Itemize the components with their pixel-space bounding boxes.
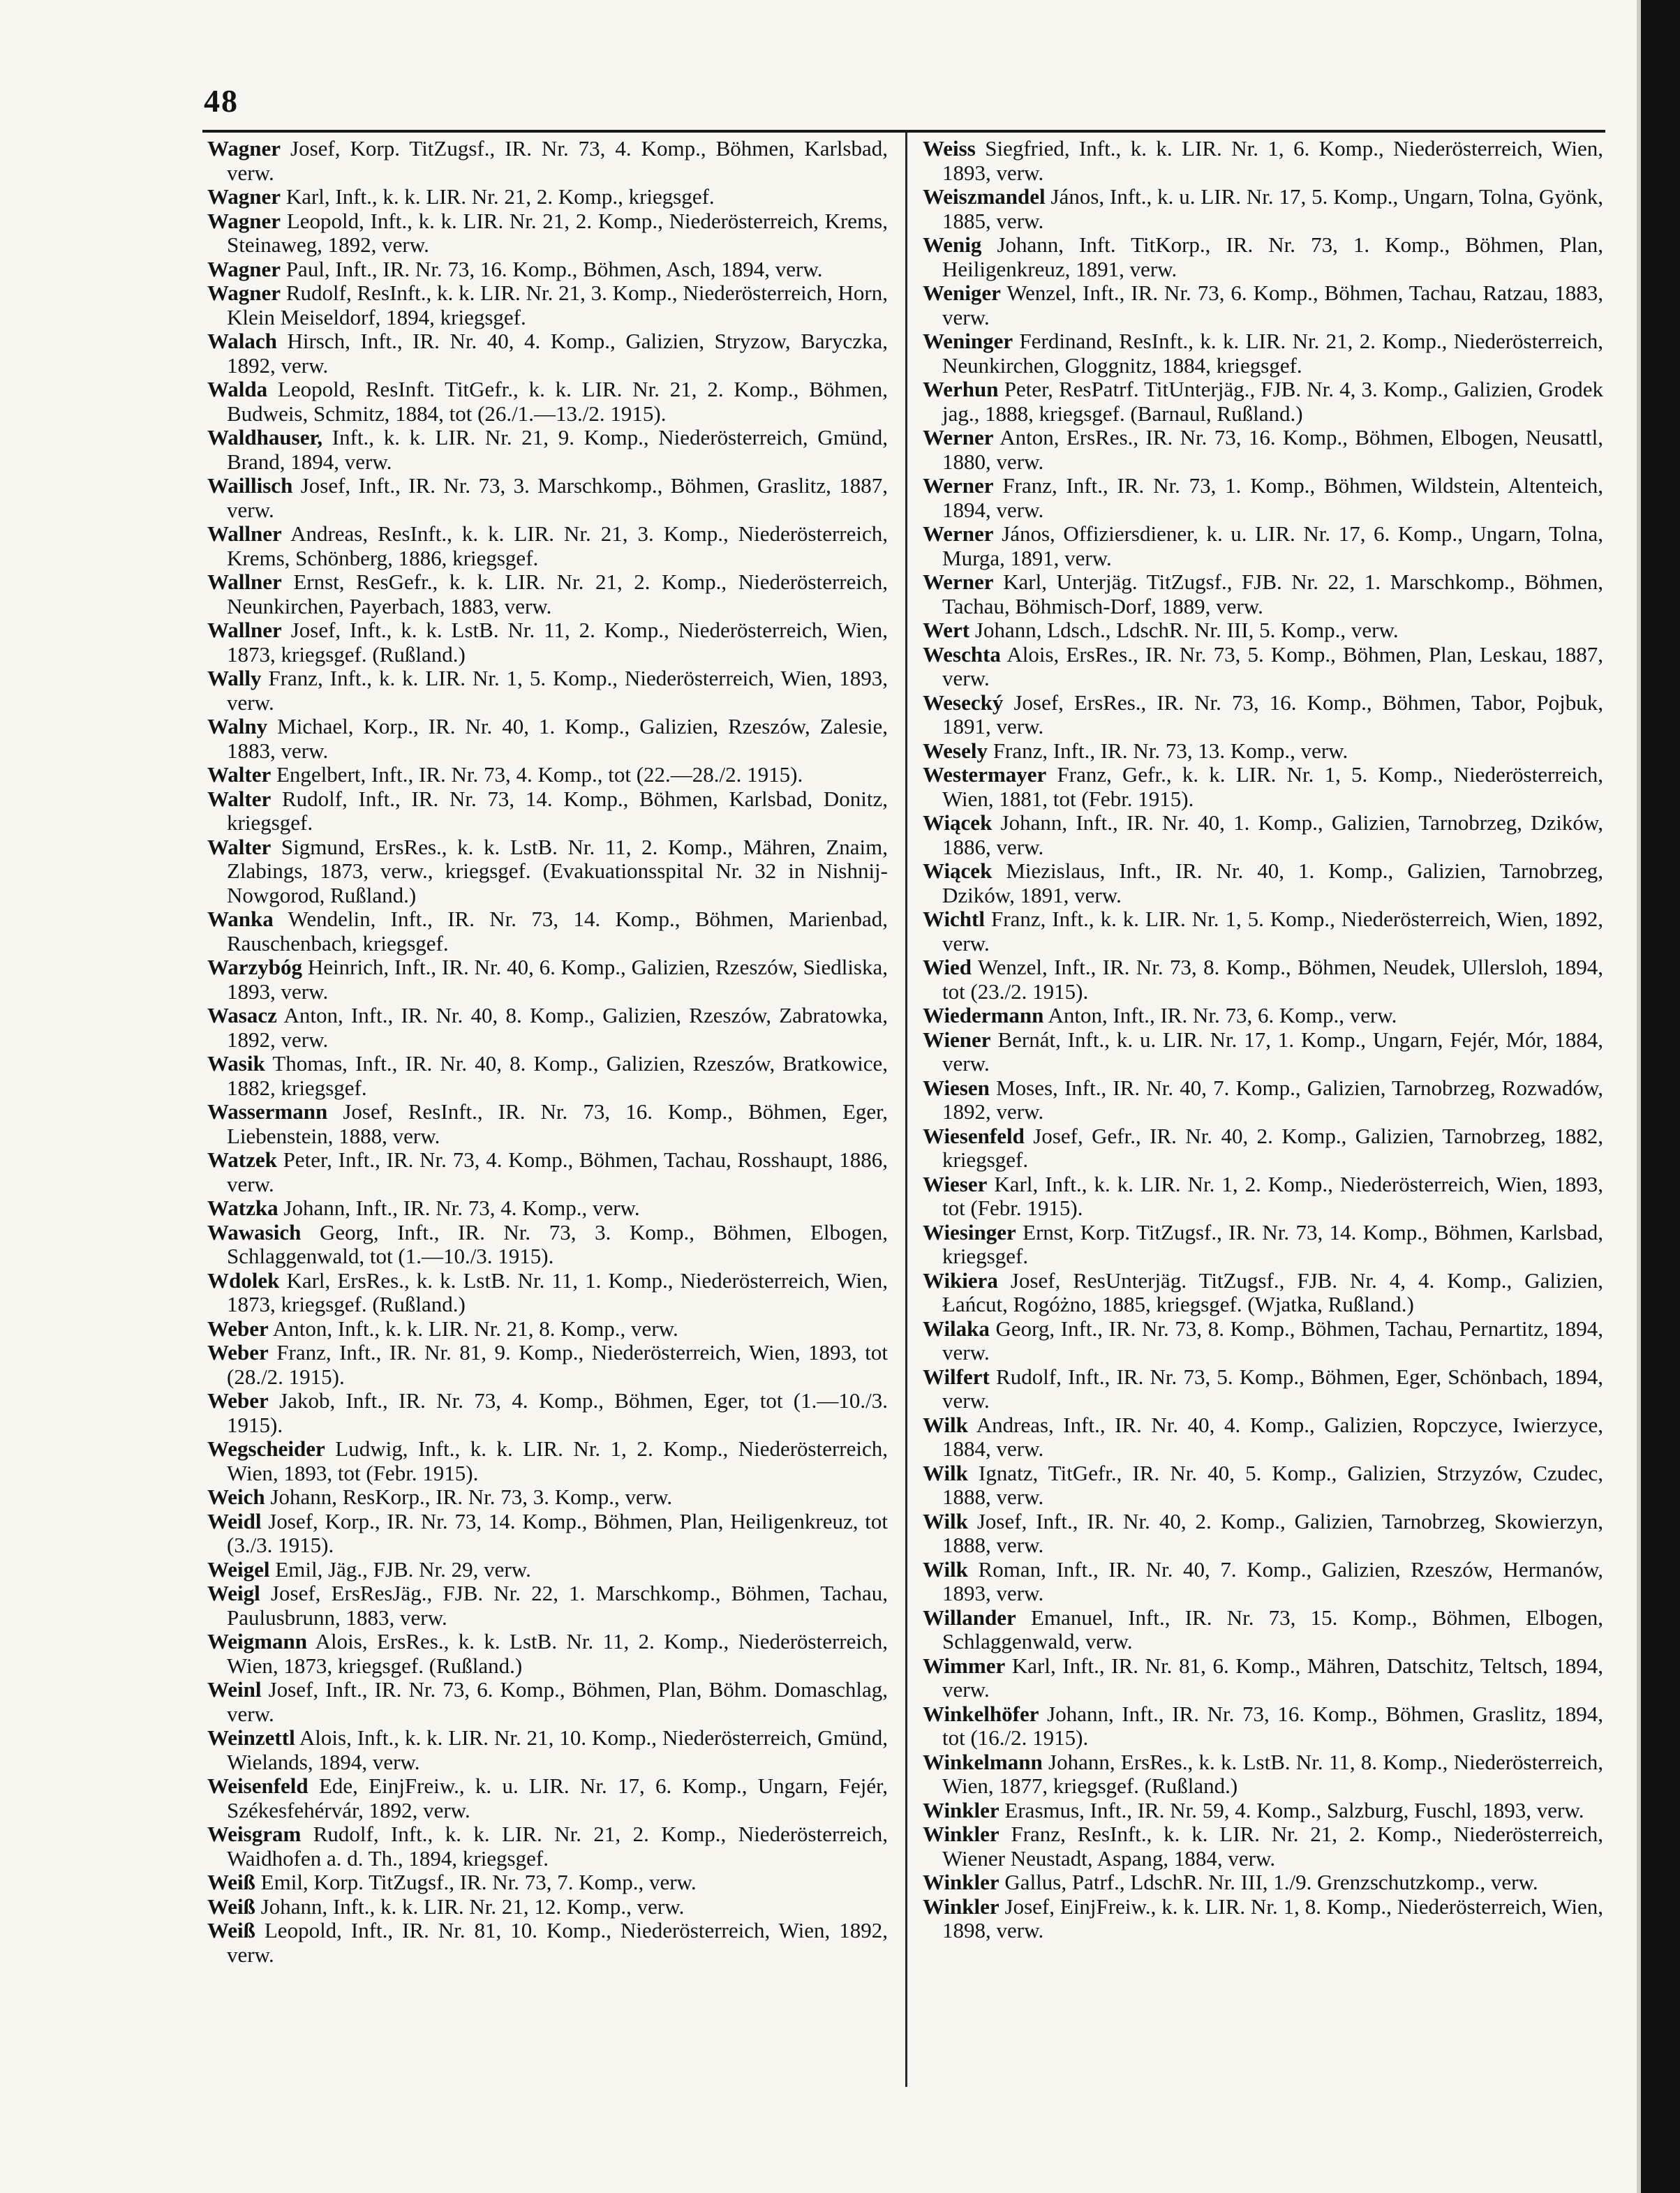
entry-surname: Winkler (923, 1822, 999, 1846)
entry-surname: Weisenfeld (207, 1774, 309, 1798)
entry-surname: Weigl (207, 1581, 260, 1605)
entry-surname: Wikiera (923, 1268, 998, 1293)
entry-details: Michael, Korp., IR. Nr. 40, 1. Komp., Galizien, Rzeszów, Zalesie, 1883, verw. (227, 714, 888, 763)
roster-entry (207, 258, 888, 282)
entry-details: Josef, Inft., IR. Nr. 73, 6. Komp., Böhmen, Plan, Böhm. Domaschlag, verw. (227, 1677, 888, 1726)
roster-entry (923, 1221, 1603, 1269)
entry-surname: Wichtl (923, 907, 985, 931)
entry-details: Thomas, Inft., IR. Nr. 40, 8. Komp., Galizien, Rzeszów, Bratkowice, 1882, kriegsgef. (227, 1051, 888, 1100)
roster-entry (207, 1871, 888, 1895)
roster-entry (207, 1822, 888, 1871)
entry-surname: Walda (207, 377, 268, 401)
entry-details: Alois, ErsRes., k. k. LstB. Nr. 11, 2. Komp., Niederösterreich, Wien, 1873, kriegsgef. (Rußland.) (227, 1629, 888, 1678)
entry-surname: Wanka (207, 907, 274, 931)
roster-entry (207, 1052, 888, 1100)
scan-border (1641, 0, 1680, 2193)
entry-surname: Wally (207, 666, 262, 690)
entry-details: Ludwig, Inft., k. k. LIR. Nr. 1, 2. Komp., Niederösterreich, Wien, 1893, tot (Febr. 1915). (227, 1436, 889, 1485)
roster-entry (923, 1822, 1603, 1871)
roster-entry (923, 1124, 1603, 1173)
entry-details: Franz, Gefr., k. k. LIR. Nr. 1, 5. Komp., Niederösterreich, Wien, 1881, tot (Febr. 1915). (942, 762, 1603, 811)
entry-details: Alois, ErsRes., IR. Nr. 73, 5. Komp., Böhmen, Plan, Leskau, 1887, verw. (942, 641, 1603, 690)
roster-entry (923, 378, 1603, 426)
entry-details: Johann, Inft., IR. Nr. 73, 16. Komp., Böhmen, Graslitz, 1894, tot (16./2. 1915). (942, 1701, 1603, 1750)
roster-entry (207, 281, 888, 329)
roster-entry (923, 1702, 1603, 1750)
roster-entry (207, 209, 888, 258)
entry-details: Ede, EinjFreiw., k. u. LIR. Nr. 17, 6. Komp., Ungarn, Fejér, Székesfehérvár, 1892, verw. (227, 1774, 888, 1822)
entry-details: Franz, ResInft., k. k. LIR. Nr. 21, 2. Komp., Niederösterreich, Wiener Neustadt, Aspang, 1884, verw. (942, 1822, 1604, 1871)
roster-entry (923, 1654, 1603, 1702)
entry-details: Andreas, Inft., IR. Nr. 40, 4. Komp., Galizien, Ropczyce, Iwierzyce, 1884, verw. (942, 1412, 1603, 1461)
roster-entry (923, 1004, 1603, 1028)
entry-surname: Weiszmandel (923, 184, 1046, 209)
roster-entry (923, 1558, 1603, 1606)
entry-surname: Wiedermann (923, 1003, 1044, 1027)
entry-details: Karl, ErsRes., k. k. LstB. Nr. 11, 1. Komp., Niederösterreich, Wien, 1873, kriegsgef. (Rußland.) (227, 1268, 889, 1316)
entry-details: Rudolf, Inft., IR. Nr. 73, 14. Komp., Böhmen, Karlsbad, Donitz, kriegsgef. (227, 786, 889, 835)
entry-surname: Wilk (923, 1412, 968, 1437)
roster-entry (923, 907, 1603, 956)
entry-surname: Weidl (207, 1508, 262, 1533)
entry-details: Leopold, Inft., IR. Nr. 81, 10. Komp., Niederösterreich, Wien, 1892, verw. (227, 1918, 889, 1967)
roster-entry (923, 185, 1603, 233)
entry-surname: Wert (923, 618, 970, 642)
entry-surname: Wiesinger (923, 1219, 1016, 1244)
entry-details: Inft., k. k. LIR. Nr. 21, 9. Komp., Niederösterreich, Gmünd, Brand, 1894, verw. (227, 425, 888, 474)
entry-details: Emil, Jäg., FJB. Nr. 29, verw. (275, 1556, 531, 1582)
entry-surname: Werner (923, 521, 994, 546)
roster-entry (207, 763, 888, 787)
roster-entry (923, 1799, 1603, 1823)
entry-surname: Wagner (207, 281, 281, 305)
page-number: 48 (204, 83, 239, 119)
roster-entry (207, 715, 888, 763)
roster-entry (923, 1269, 1603, 1317)
roster-entry (923, 739, 1603, 764)
roster-entry (923, 956, 1603, 1004)
roster-entry (923, 570, 1603, 618)
entry-details: Alois, Inft., k. k. LIR. Nr. 21, 10. Komp., Niederösterreich, Gmünd, Wielands, 1894, verw. (227, 1725, 888, 1774)
roster-entry (207, 1630, 888, 1678)
entry-surname: Wiener (923, 1027, 991, 1052)
roster-entry (207, 1895, 888, 1919)
roster-entry (207, 1004, 888, 1052)
entry-details: Ernst, Korp. TitZugsf., IR. Nr. 73, 14. Komp., Böhmen, Karlsbad, kriegsgef. (942, 1219, 1604, 1268)
entry-details: Jakob, Inft., IR. Nr. 73, 4. Komp., Böhmen, Eger, tot (1.—10./3. 1915). (227, 1388, 888, 1437)
entry-details: Johann, ResKorp., IR. Nr. 73, 3. Komp., verw. (270, 1485, 673, 1509)
entry-surname: Walach (207, 329, 277, 353)
entry-surname: Wassermann (207, 1099, 328, 1124)
entry-surname: Walny (207, 714, 268, 738)
entry-surname: Wiącek (923, 858, 993, 883)
entry-surname: Walter (207, 762, 272, 787)
entry-surname: Weber (207, 1340, 269, 1365)
entry-surname: Weinzettl (207, 1725, 295, 1750)
roster-entry (923, 1871, 1603, 1895)
roster-entry (923, 1462, 1603, 1510)
entry-details: Anton, Inft., IR. Nr. 73, 6. Komp., verw. (1048, 1003, 1397, 1027)
entry-details: Karl, Inft., k. k. LIR. Nr. 21, 2. Komp., kriegsgef. (285, 184, 715, 209)
entry-details: Rudolf, Inft., IR. Nr. 73, 5. Komp., Böhmen, Eger, Schönbach, 1894, verw. (942, 1364, 1604, 1413)
entry-details: János, Inft., k. u. LIR. Nr. 17, 5. Komp., Ungarn, Tolna, Gyönk, 1885, verw. (942, 184, 1603, 233)
roster-entry (923, 1606, 1603, 1654)
entry-details: Bernát, Inft., k. u. LIR. Nr. 17, 1. Komp., Ungarn, Fejér, Mór, 1884, verw. (942, 1027, 1603, 1076)
roster-entry (207, 1558, 888, 1582)
entry-surname: Wallner (207, 618, 282, 642)
entry-details: Peter, ResPatrf. TitUnterjäg., FJB. Nr. 4, 3. Komp., Galizien, Grodek jag., 1888, kriegsgef. (Barnaul, Rußland.) (942, 377, 1604, 426)
entry-details: Josef, ResUnterjäg. TitZugsf., FJB. Nr. 4, 4. Komp., Galizien, Łańcut, Rogóżno, 1885, kriegsgef. (Wjatka, Rußland.) (942, 1268, 1603, 1316)
roster-entry (207, 1582, 888, 1630)
entry-details: Karl, Inft., IR. Nr. 81, 6. Komp., Mähren, Datschitz, Teltsch, 1894, verw. (942, 1653, 1603, 1702)
roster-entry (207, 1774, 888, 1822)
entry-surname: Walter (207, 786, 272, 811)
entry-details: Franz, Inft., IR. Nr. 73, 1. Komp., Böhmen, Wildstein, Altenteich, 1894, verw. (942, 473, 1604, 522)
entry-surname: Weninger (923, 329, 1013, 353)
entry-surname: Wilk (923, 1460, 968, 1485)
roster-entry (207, 1485, 888, 1510)
roster-entry (207, 474, 888, 522)
entry-surname: Wawasich (207, 1219, 302, 1244)
entry-surname: Wesecký (923, 690, 1004, 715)
entry-surname: Wieser (923, 1171, 988, 1196)
entry-surname: Weniger (923, 281, 1001, 305)
roster-entry (923, 1317, 1603, 1365)
roster-entry (207, 1510, 888, 1558)
entry-surname: Warzybóg (207, 955, 303, 979)
entry-surname: Wasik (207, 1051, 265, 1076)
entry-surname: Wenig (923, 232, 982, 257)
entry-details: Miezislaus, Inft., IR. Nr. 40, 1. Komp., Galizien, Tarnobrzeg, Dzików, 1891, verw. (942, 858, 1603, 907)
entry-surname: Weber (207, 1388, 269, 1413)
entry-surname: Werner (923, 570, 994, 594)
roster-entry (923, 522, 1603, 570)
roster-entry (923, 233, 1603, 281)
left-column (207, 137, 888, 1967)
entry-details: Ernst, ResGefr., k. k. LIR. Nr. 21, 2. Komp., Niederösterreich, Neunkirchen, Payerbach, 1883, verw. (227, 570, 889, 618)
entry-details: Johann, Inft., k. k. LIR. Nr. 21, 12. Komp., verw. (260, 1894, 685, 1919)
entry-surname: Weber (207, 1316, 269, 1341)
roster-entry (923, 1173, 1603, 1221)
entry-surname: Weiss (923, 136, 976, 161)
entry-details: János, Offiziersdiener, k. u. LIR. Nr. 17, 6. Komp., Ungarn, Tolna, Murga, 1891, verw. (942, 521, 1604, 570)
roster-entry (923, 1750, 1603, 1799)
entry-details: Wenzel, Inft., IR. Nr. 73, 6. Komp., Böhmen, Tachau, Ratzau, 1883, verw. (942, 281, 1603, 329)
entry-surname: Winkelhöfer (923, 1701, 1039, 1726)
entry-surname: Wegscheider (207, 1436, 325, 1461)
entry-details: Sigmund, ErsRes., k. k. LstB. Nr. 11, 2. Komp., Mähren, Znaim, Zlabings, 1873, verw., kriegsgef. (Evakuationsspital Nr. 32 in Nishnij-Nowgorod, Rußland.) (227, 834, 889, 907)
entry-details: Emil, Korp. TitZugsf., IR. Nr. 73, 7. Komp., verw. (260, 1870, 697, 1894)
entry-details: Ferdinand, ResInft., k. k. LIR. Nr. 21, 2. Komp., Niederösterreich, Neunkirchen, Gloggnitz, 1884, kriegsgef. (942, 329, 1603, 378)
entry-surname: Wilfert (923, 1364, 990, 1389)
entry-details: Engelbert, Inft., IR. Nr. 73, 4. Komp., tot (22.—28./2. 1915). (276, 762, 803, 787)
entry-surname: Wallner (207, 521, 282, 546)
roster-entry (207, 570, 888, 618)
entry-details: Josef, EinjFreiw., k. k. LIR. Nr. 1, 8. Komp., Niederösterreich, Wien, 1898, verw. (942, 1894, 1603, 1942)
roster-entry (207, 1148, 888, 1196)
entry-surname: Wagner (207, 256, 281, 281)
roster-entry (207, 1341, 888, 1389)
entry-details: Rudolf, Inft., k. k. LIR. Nr. 21, 2. Komp., Niederösterreich, Waidhofen a. d. Th., 1894, kriegsgef. (227, 1822, 888, 1871)
entry-details: Johann, Inft., IR. Nr. 40, 1. Komp., Galizien, Tarnobrzeg, Dzików, 1886, verw. (942, 810, 1604, 859)
roster-entry (207, 835, 888, 908)
entry-details: Josef, Korp. TitZugsf., IR. Nr. 73, 4. Komp., Böhmen, Karlsbad, verw. (227, 136, 889, 185)
entry-details: Ignatz, TitGefr., IR. Nr. 40, 5. Komp., Galizien, Strzyzów, Czudec, 1888, verw. (942, 1460, 1604, 1509)
entry-surname: Winkler (923, 1894, 999, 1919)
entry-surname: Waillisch (207, 473, 293, 498)
entry-details: Siegfried, Inft., k. k. LIR. Nr. 1, 6. Komp., Niederösterreich, Wien, 1893, verw. (942, 136, 1604, 185)
roster-entry (207, 185, 888, 209)
entry-surname: Werner (923, 425, 994, 449)
roster-entry (207, 1317, 888, 1341)
roster-entry (207, 522, 888, 570)
entry-surname: Wiącek (923, 810, 993, 835)
entry-details: Josef, ErsRes., IR. Nr. 73, 16. Komp., Böhmen, Tabor, Pojbuk, 1891, verw. (942, 690, 1603, 738)
entry-details: Leopold, Inft., k. k. LIR. Nr. 21, 2. Komp., Niederösterreich, Krems, Steinaweg, 1892, verw. (227, 208, 888, 257)
entry-surname: Wagner (207, 208, 281, 233)
entry-details: Josef, Korp., IR. Nr. 73, 14. Komp., Böhmen, Plan, Heiligenkreuz, tot (3./3. 1915). (227, 1508, 888, 1557)
roster-entry (923, 691, 1603, 739)
entry-details: Leopold, ResInft. TitGefr., k. k. LIR. Nr. 21, 2. Komp., Böhmen, Budweis, Schmitz, 1884, tot (26./1.—13./2. 1915). (227, 377, 888, 426)
entry-surname: Wilk (923, 1508, 968, 1533)
entry-details: Josef, Gefr., IR. Nr. 40, 2. Komp., Galizien, Tarnobrzeg, 1882, kriegsgef. (942, 1123, 1604, 1172)
entry-surname: Weisgram (207, 1822, 302, 1846)
entry-details: Franz, Inft., k. k. LIR. Nr. 1, 5. Komp., Niederösterreich, Wien, 1893, verw. (227, 666, 889, 715)
roster-entry (207, 907, 888, 956)
roster-entry (923, 474, 1603, 522)
roster-entry (207, 1919, 888, 1967)
roster-entry (923, 1076, 1603, 1124)
entry-surname: Wagner (207, 184, 281, 209)
entry-surname: Watzka (207, 1196, 278, 1220)
entry-surname: Wallner (207, 570, 282, 594)
roster-entry (207, 426, 888, 474)
entry-details: Emanuel, Inft., IR. Nr. 73, 15. Komp., Böhmen, Elbogen, Schlaggenwald, verw. (942, 1605, 1604, 1653)
roster-entry (207, 1100, 888, 1148)
entry-details: Georg, Inft., IR. Nr. 73, 8. Komp., Böhmen, Tachau, Pernartitz, 1894, verw. (942, 1316, 1603, 1365)
roster-entry (923, 763, 1603, 811)
entry-surname: Wesely (923, 738, 988, 763)
roster-entry (923, 1028, 1603, 1076)
roster-entry (923, 1365, 1603, 1413)
roster-entry (923, 281, 1603, 329)
entry-details: Roman, Inft., IR. Nr. 40, 7. Komp., Galizien, Rzeszów, Hermanów, 1893, verw. (942, 1556, 1604, 1605)
entry-details: Georg, Inft., IR. Nr. 73, 3. Komp., Böhmen, Elbogen, Schlaggenwald, tot (1.—10./3. 1915). (227, 1219, 889, 1268)
entry-surname: Wilk (923, 1556, 968, 1582)
entry-details: Josef, Inft., k. k. LstB. Nr. 11, 2. Komp., Niederösterreich, Wien, 1873, kriegsgef. (Rußland.) (227, 618, 888, 667)
entry-details: Karl, Unterjäg. TitZugsf., FJB. Nr. 22, 1. Marschkomp., Böhmen, Tachau, Böhmisch-Dorf, 1889, verw. (942, 570, 1603, 618)
entry-details: Karl, Inft., k. k. LIR. Nr. 1, 2. Komp., Niederösterreich, Wien, 1893, tot (Febr. 1915). (942, 1171, 1603, 1220)
entry-details: Anton, ErsRes., IR. Nr. 73, 16. Komp., Böhmen, Elbogen, Neusattl, 1880, verw. (942, 425, 1603, 474)
entry-details: Johann, Inft. TitKorp., IR. Nr. 73, 1. Komp., Böhmen, Plan, Heiligenkreuz, 1891, verw. (942, 232, 1603, 281)
entry-surname: Werner (923, 473, 994, 498)
right-column (923, 137, 1603, 1943)
roster-entry (207, 378, 888, 426)
roster-entry (207, 1437, 888, 1485)
entry-details: Johann, ErsRes., k. k. LstB. Nr. 11, 8. Komp., Niederösterreich, Wien, 1877, kriegsgef. (Rußland.) (942, 1749, 1604, 1798)
entry-surname: Winkler (923, 1797, 999, 1822)
entry-details: Heinrich, Inft., IR. Nr. 40, 6. Komp., Galizien, Rzeszów, Siedliska, 1893, verw. (227, 955, 889, 1004)
entry-details: Paul, Inft., IR. Nr. 73, 16. Komp., Böhmen, Asch, 1894, verw. (285, 256, 823, 281)
entry-surname: Weiß (207, 1894, 255, 1919)
entry-surname: Weigmann (207, 1629, 307, 1653)
entry-surname: Wdolek (207, 1268, 280, 1293)
entry-surname: Werhun (923, 377, 999, 401)
entry-surname: Wagner (207, 136, 281, 161)
entry-surname: Watzek (207, 1147, 277, 1172)
roster-entry (923, 643, 1603, 691)
roster-entry (923, 859, 1603, 907)
roster-entry (207, 137, 888, 185)
entry-surname: Weich (207, 1485, 265, 1509)
entry-details: Anton, Inft., IR. Nr. 40, 8. Komp., Galizien, Rzeszów, Zabratowka, 1892, verw. (227, 1003, 888, 1052)
entry-details: Johann, Ldsch., LdschR. Nr. III, 5. Komp., verw. (974, 618, 1399, 642)
roster-entry (923, 618, 1603, 643)
roster-entry (207, 1196, 888, 1221)
header-rule (202, 130, 1605, 133)
roster-entry (207, 618, 888, 667)
roster-entry (207, 1221, 888, 1269)
entry-surname: Winkelmann (923, 1749, 1043, 1774)
roster-entry (923, 137, 1603, 185)
entry-details: Moses, Inft., IR. Nr. 40, 7. Komp., Galizien, Tarnobrzeg, Rozwadów, 1892, verw. (942, 1075, 1604, 1124)
entry-surname: Weigel (207, 1556, 270, 1582)
entry-details: Johann, Inft., IR. Nr. 73, 4. Komp., verw. (283, 1196, 640, 1220)
entry-surname: Wiesen (923, 1075, 990, 1100)
entry-surname: Weschta (923, 641, 1001, 667)
entry-surname: Weiß (207, 1870, 255, 1894)
roster-entry (923, 811, 1603, 859)
roster-entry (923, 1510, 1603, 1558)
entry-surname: Wiesenfeld (923, 1123, 1025, 1148)
entry-surname: Wied (923, 955, 972, 979)
roster-entry (923, 1895, 1603, 1943)
entry-details: Rudolf, ResInft., k. k. LIR. Nr. 21, 3. Komp., Niederösterreich, Horn, Klein Meiseldorf, 1894, kriegsgef. (227, 281, 889, 329)
roster-entry (923, 1413, 1603, 1462)
entry-details: Wenzel, Inft., IR. Nr. 73, 8. Komp., Böhmen, Neudek, Ullersloh, 1894, tot (23./2. 1915). (942, 955, 1603, 1004)
entry-details: Franz, Inft., IR. Nr. 73, 13. Komp., verw. (993, 738, 1348, 763)
entry-details: Peter, Inft., IR. Nr. 73, 4. Komp., Böhmen, Tachau, Rosshaupt, 1886, verw. (227, 1147, 889, 1196)
entry-details: Erasmus, Inft., IR. Nr. 59, 4. Komp., Salzburg, Fuschl, 1893, verw. (1004, 1797, 1584, 1822)
entry-surname: Weinl (207, 1677, 262, 1702)
roster-entry (207, 329, 888, 378)
roster-entry (207, 1726, 888, 1774)
roster-entry (207, 1678, 888, 1726)
roster-entry (923, 329, 1603, 378)
entry-details: Hirsch, Inft., IR. Nr. 40, 4. Komp., Galizien, Stryzow, Baryczka, 1892, verw. (227, 329, 889, 378)
roster-entry (923, 426, 1603, 474)
roster-entry (207, 667, 888, 715)
entry-details: Josef, Inft., IR. Nr. 73, 3. Marschkomp., Böhmen, Graslitz, 1887, verw. (227, 473, 889, 522)
entry-surname: Willander (923, 1605, 1016, 1630)
entry-details: Franz, Inft., IR. Nr. 81, 9. Komp., Niederösterreich, Wien, 1893, tot (28./2. 1915). (227, 1340, 889, 1389)
entry-surname: Walter (207, 834, 272, 859)
entry-details: Andreas, ResInft., k. k. LIR. Nr. 21, 3. Komp., Niederösterreich, Krems, Schönberg, 1886, kriegsgef. (227, 521, 888, 570)
entry-details: Franz, Inft., k. k. LIR. Nr. 1, 5. Komp., Niederösterreich, Wien, 1892, verw. (942, 907, 1604, 956)
entry-surname: Westermayer (923, 762, 1047, 787)
entry-details: Josef, Inft., IR. Nr. 40, 2. Komp., Galizien, Tarnobrzeg, Skowierzyn, 1888, verw. (942, 1508, 1604, 1557)
entry-details: Wendelin, Inft., IR. Nr. 73, 14. Komp., Böhmen, Marienbad, Rauschenbach, kriegsgef. (227, 907, 888, 956)
roster-entry (207, 956, 888, 1004)
entry-details: Josef, ErsResJäg., FJB. Nr. 22, 1. Marschkomp., Böhmen, Tachau, Paulusbrunn, 1883, verw. (227, 1581, 888, 1630)
entry-surname: Wilaka (923, 1316, 990, 1341)
roster-entry (207, 1389, 888, 1437)
entry-details: Anton, Inft., k. k. LIR. Nr. 21, 8. Komp., verw. (272, 1316, 678, 1341)
entry-surname: Weiß (207, 1918, 255, 1942)
entry-surname: Waldhauser, (207, 425, 323, 449)
roster-entry (207, 787, 888, 835)
entry-surname: Wasacz (207, 1003, 277, 1027)
entry-details: Josef, ResInft., IR. Nr. 73, 16. Komp., Böhmen, Eger, Liebenstein, 1888, verw. (227, 1099, 888, 1148)
column-divider (905, 133, 907, 2087)
roster-entry (207, 1269, 888, 1317)
entry-surname: Winkler (923, 1870, 999, 1894)
entry-details: Gallus, Patrf., LdschR. Nr. III, 1./9. Grenzschutzkomp., verw. (1004, 1870, 1538, 1894)
entry-surname: Wimmer (923, 1653, 1006, 1678)
